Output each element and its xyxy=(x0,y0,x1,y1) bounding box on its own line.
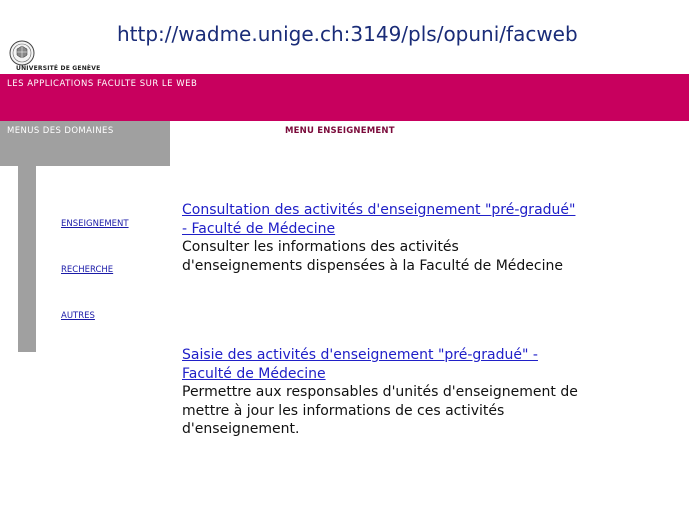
url-title: http://wadme.unige.ch:3149/pls/opuni/facweb xyxy=(117,22,578,46)
saisie-activity-description: Permettre aux responsables d'unités d'enseignement de mettre à jour les informations de ces activités d'enseignement. xyxy=(182,384,578,437)
domains-menu-header xyxy=(0,121,170,166)
sidebar-item-recherche[interactable]: RECHERCHE xyxy=(61,265,114,275)
consultation-activity-link[interactable]: Consultation des activités d'enseignement "pré-gradué" - Faculté de Médecine xyxy=(182,202,576,237)
logo-text: UNIVERSITÉ DE GENÈVE xyxy=(16,65,101,72)
sidebar-item-autres[interactable]: AUTRES xyxy=(61,311,95,321)
consultation-activity-description: Consulter les informations des activités d'enseignements dispensées à la Faculté de Médecine xyxy=(182,239,563,274)
domains-menu-label: MENUS DES DOMAINES xyxy=(7,126,114,136)
university-logo xyxy=(6,40,116,76)
sidebar-divider xyxy=(18,166,36,352)
banner-title: LES APPLICATIONS FACULTE SUR LE WEB xyxy=(7,79,198,89)
activity-item xyxy=(182,346,582,439)
sidebar-item-enseignement[interactable]: ENSEIGNEMENT xyxy=(61,219,129,229)
university-seal-icon xyxy=(9,40,35,68)
app-banner xyxy=(0,74,689,121)
menu-title: MENU ENSEIGNEMENT xyxy=(285,126,395,136)
activity-item xyxy=(182,201,582,275)
saisie-activity-link[interactable]: Saisie des activités d'enseignement "pré-gradué" - Faculté de Médecine xyxy=(182,347,538,382)
